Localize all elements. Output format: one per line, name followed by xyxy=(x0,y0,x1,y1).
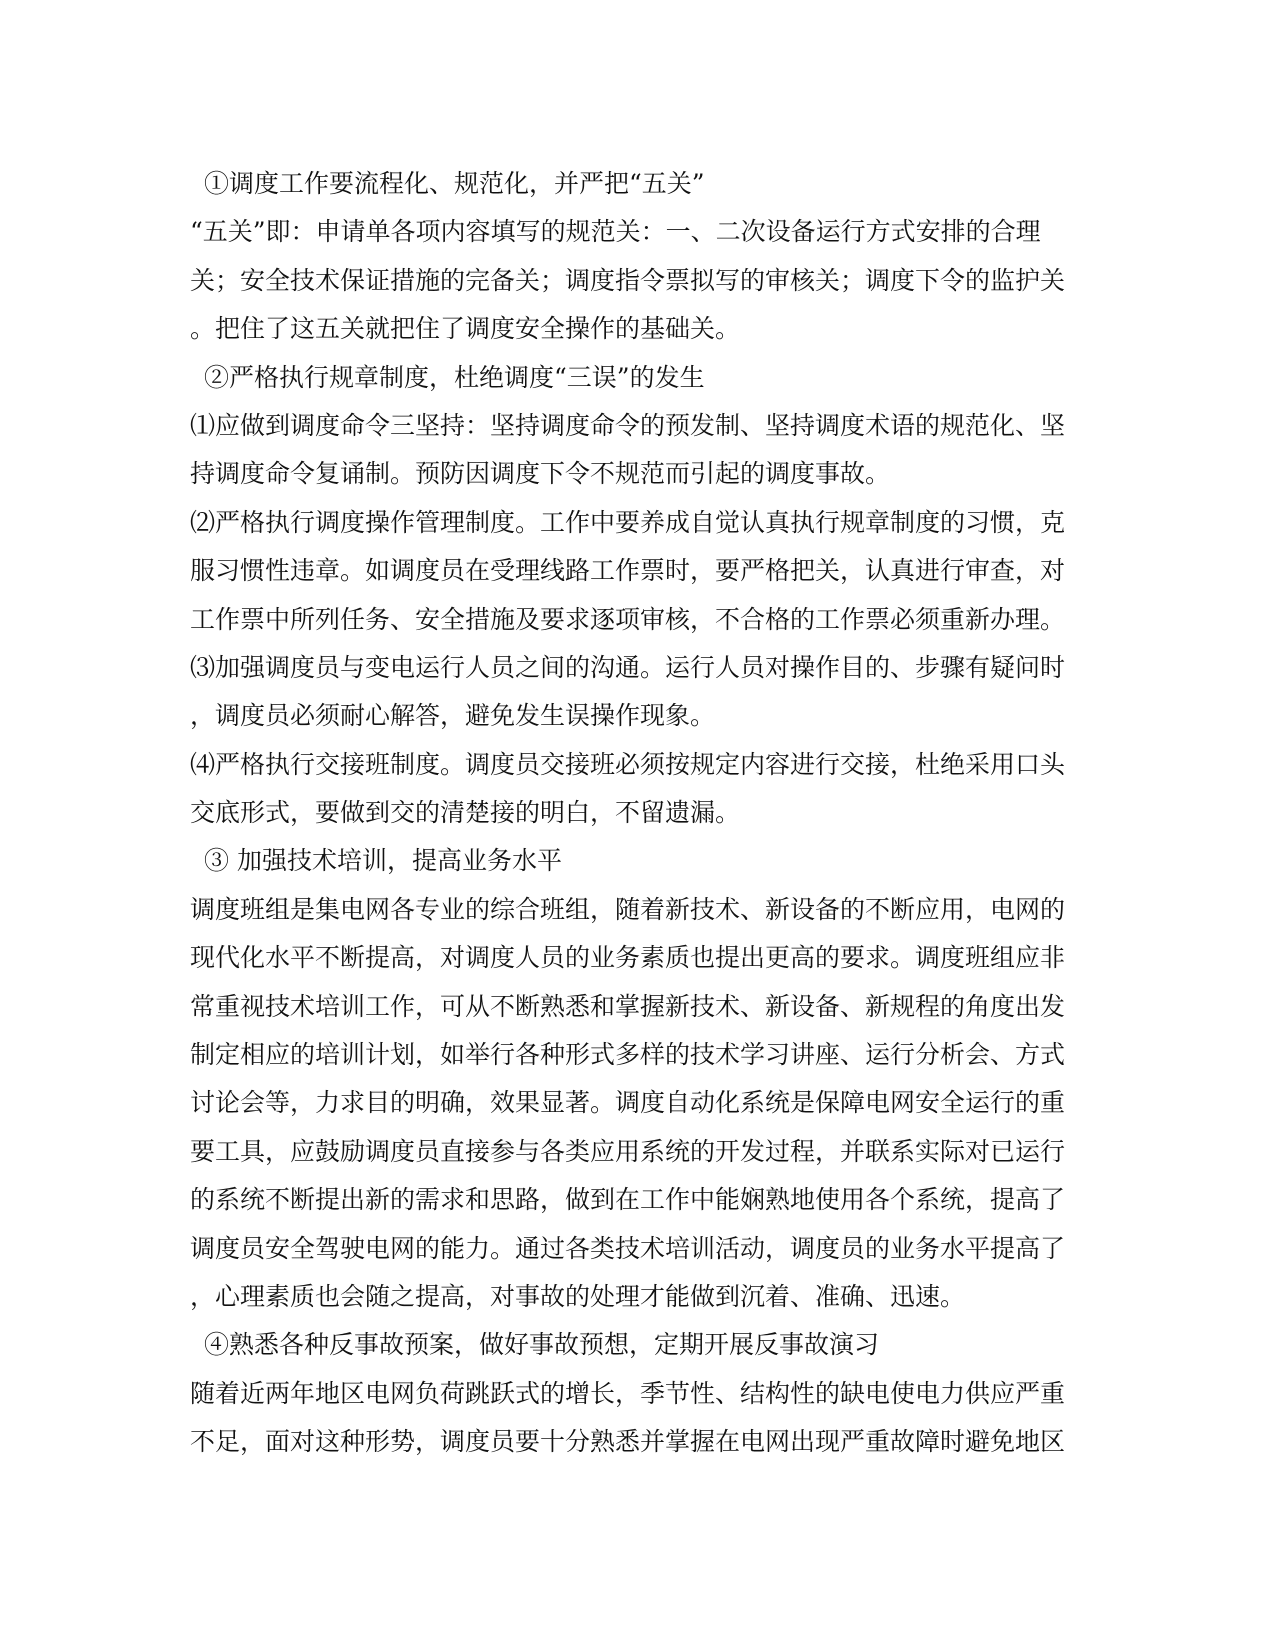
text-line: 关；安全技术保证措施的完备关；调度指令票拟写的审核关；调度下令的监护关 xyxy=(190,265,1066,295)
text-line: ，心理素质也会随之提高，对事故的处理才能做到沉着、准确、迅速。 xyxy=(190,1281,966,1311)
text-line: 讨论会等，力求目的明确，效果显著。调度自动化系统是保障电网安全运行的重 xyxy=(190,1088,1066,1118)
text-line: 服习惯性违章。如调度员在受理线路工作票时，要严格把关，认真进行审查，对 xyxy=(190,556,1066,586)
text-line: 要工具，应鼓励调度员直接参与各类应用系统的开发过程，并联系实际对已运行 xyxy=(190,1136,1066,1166)
text-line: 交底形式，要做到交的清楚接的明白，不留遗漏。 xyxy=(190,798,741,828)
text-line: ③ 加强技术培训，提高业务水平 xyxy=(204,846,562,876)
text-line: 调度班组是集电网各专业的综合班组，随着新技术、新设备的不断应用，电网的 xyxy=(190,894,1066,924)
text-line: 工作票中所列任务、安全措施及要求逐项审核，不合格的工作票必须重新办理。 xyxy=(190,604,1066,634)
text-line: ①调度工作要流程化、规范化，并严把“五关” xyxy=(204,169,705,198)
text-line: ②严格执行规章制度，杜绝调度“三误”的发生 xyxy=(204,362,705,392)
text-line: ，调度员必须耐心解答，避免发生误操作现象。 xyxy=(190,701,716,731)
text-line: 。把住了这五关就把住了调度安全操作的基础关。 xyxy=(190,314,741,344)
text-line: 的系统不断提出新的需求和思路，做到在工作中能娴熟地使用各个系统，提高了 xyxy=(190,1185,1066,1215)
text-line: 持调度命令复诵制。预防因调度下令不规范而引起的调度事故。 xyxy=(190,459,891,489)
text-line: 不足，面对这种形势，调度员要十分熟悉并掌握在电网出现严重故障时避免地区 xyxy=(190,1427,1066,1457)
text-line: ⑶加强调度员与变电运行人员之间的沟通。运行人员对操作目的、步骤有疑问时 xyxy=(190,652,1066,682)
text-line: “五关”即：申请单各项内容填写的规范关：一、二次设备运行方式安排的合理 xyxy=(190,217,1041,247)
document-body xyxy=(190,160,1090,1467)
text-line: 制定相应的培训计划，如举行各种形式多样的技术学习讲座、运行分析会、方式 xyxy=(190,1040,1066,1070)
text-line: 现代化水平不断提高，对调度人员的业务素质也提出更高的要求。调度班组应非 xyxy=(190,943,1066,973)
text-line: ⑵严格执行调度操作管理制度。工作中要养成自觉认真执行规章制度的习惯，克 xyxy=(190,507,1066,537)
text-line: 调度员安全驾驶电网的能力。通过各类技术培训活动，调度员的业务水平提高了 xyxy=(190,1233,1066,1263)
text-line: ④熟悉各种反事故预案，做好事故预想，定期开展反事故演习 xyxy=(204,1330,880,1360)
text-line: 随着近两年地区电网负荷跳跃式的增长，季节性、结构性的缺电使电力供应严重 xyxy=(190,1378,1066,1408)
text-line: ⑴应做到调度命令三坚持：坚持调度命令的预发制、坚持调度术语的规范化、坚 xyxy=(190,410,1066,440)
text-line: 常重视技术培训工作，可从不断熟悉和掌握新技术、新设备、新规程的角度出发 xyxy=(190,991,1066,1021)
text-line: ⑷严格执行交接班制度。调度员交接班必须按规定内容进行交接，杜绝采用口头 xyxy=(190,749,1066,779)
